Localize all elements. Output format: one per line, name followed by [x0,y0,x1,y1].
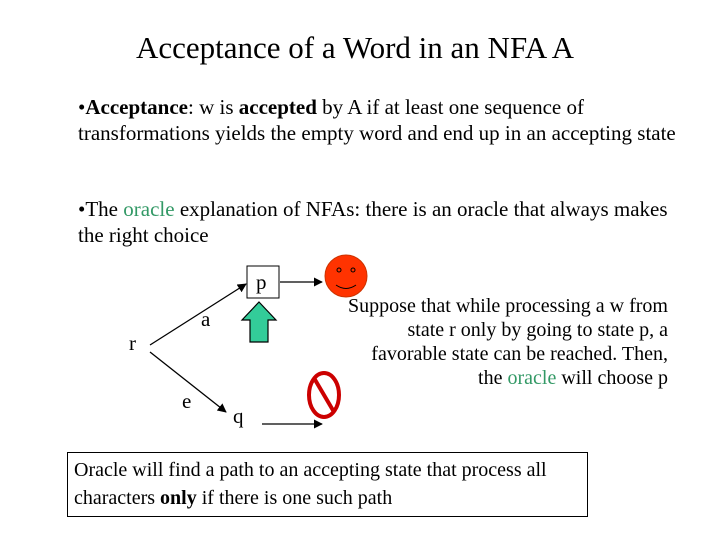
edge-r-to-p [150,284,246,345]
bullet-marker: • [78,95,86,119]
oracle-text-2: explanation of NFAs: there is an oracle that always makes the right choice [78,197,668,247]
only-word: only [160,487,197,509]
state-p-label: p [256,270,267,294]
accepted-word: accepted [238,95,317,119]
up-arrow-icon [242,302,276,342]
suppose-text-1: Suppose that while processing a w from state r only by going to state p, a favorable state can be reached. Then, the [348,295,668,389]
oracle-word: oracle [123,197,175,221]
oracle-box-text-2: if there is one such path [196,487,393,509]
suppose-text [342,294,668,390]
suppose-text-2: will choose p [556,367,668,389]
edge-a-label: a [201,307,211,331]
edge-e-label: e [182,389,192,413]
prohibited-icon [309,373,339,417]
page-title: Acceptance of a Word in an NFA A [136,30,574,65]
oracle-box [67,452,588,517]
acceptance-text-1: : w is [187,95,239,119]
smiley-face-icon [325,255,367,297]
oracle-text-1: The [85,197,124,221]
state-q-label: q [233,404,244,428]
suppose-oracle-word: oracle [507,367,557,389]
acceptance-text-2: by A if at least one sequence of transformations yields the empty word and end up in an accepting state [78,95,676,145]
bullet-marker: • [78,197,86,221]
acceptance-term: Acceptance [85,95,188,119]
oracle-box-text-1: Oracle will find a path to an accepting state that process all characters [74,459,547,509]
state-r-label: r [129,331,136,355]
